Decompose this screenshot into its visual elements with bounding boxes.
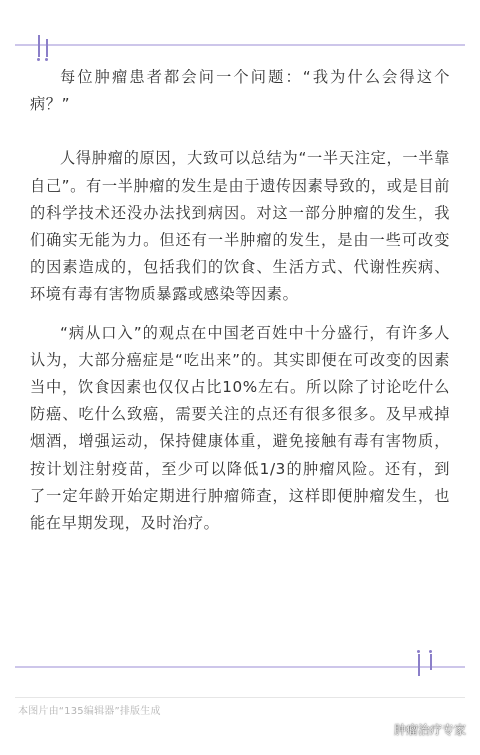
ornament-dot <box>417 650 420 653</box>
wechat-icon <box>372 722 390 737</box>
bottom-divider-ornament <box>15 648 465 682</box>
ornament-dot <box>37 58 40 61</box>
footer-divider <box>15 697 465 698</box>
article-body <box>30 64 450 537</box>
ornament-bar <box>46 39 48 57</box>
ornament-dot <box>45 58 48 61</box>
account-watermark <box>372 721 466 738</box>
watermark-label: 肿瘤治疗专家 <box>393 723 466 737</box>
paragraph-causes: 人得肿瘤的原因，大致可以总结为“一半天注定，一半靠自己”。有一半肿瘤的发生是由于遗传因素导致的，或是目前的科学技术还没办法找到病因。对这一部分肿瘤的发生，我们确实无能为力。但还有一半肿瘤的发生，是由一些可改变的因素造成的，包括我们的饮食、生活方式、代谢性疾病、环境有毒有害物质暴露或感染等因素。 <box>30 149 450 304</box>
bottom-divider-line <box>15 666 465 668</box>
paragraph-diet-and-prevention: “病从口入”的观点在中国老百姓中十分盛行，有许多人认为，大部分癌症是“吃出来”的。其实即便在可改变的因素当中，饮食因素也仅仅占比10%左右。所以除了讨论吃什么防癌、吃什么致癌，需要关注的点还有很多很多。及早戒掉烟酒，增强运动，保持健康体重，避免接触有毒有害物质，按计划注射疫苗，至少可以降低1/3的肿瘤风险。还有，到了一定年龄开始定期进行肿瘤筛查，这样即便肿瘤发生，也能在早期发现，及时治疗。 <box>30 323 450 533</box>
top-divider-line <box>15 44 465 46</box>
editor-credit-caption: 本图片由“135编辑器”排版生成 <box>18 706 161 717</box>
top-divider-ornament <box>15 33 465 63</box>
paragraph-question: 每位肿瘤患者都会问一个问题：“我为什么会得这个病？” <box>30 68 450 114</box>
ornament-bar <box>38 35 40 57</box>
ornament-bar <box>418 654 420 676</box>
ornament-dot <box>429 650 432 653</box>
ornament-bar <box>430 654 432 670</box>
